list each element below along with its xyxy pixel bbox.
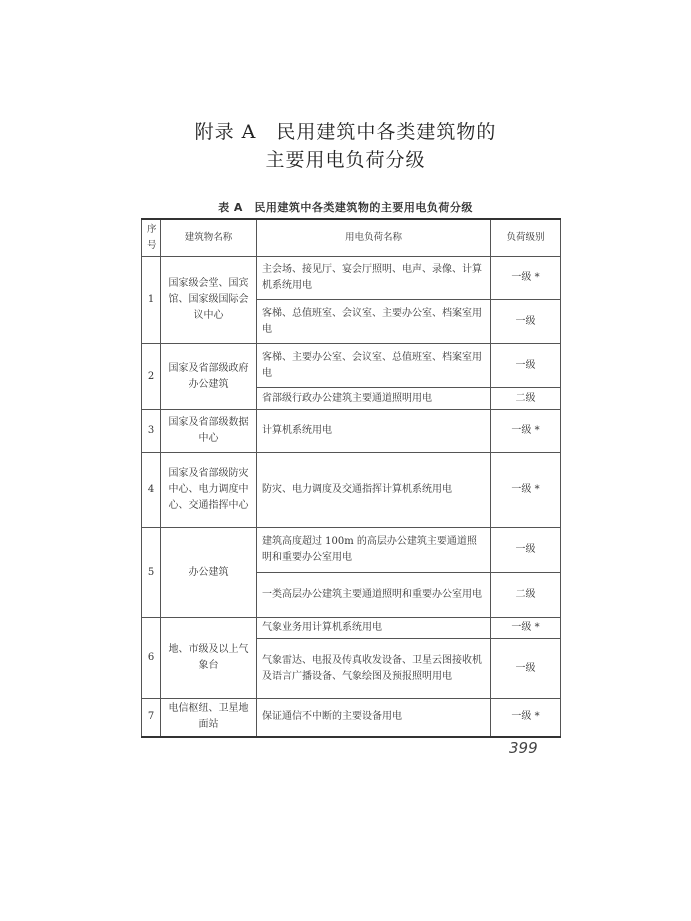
table-row bbox=[142, 528, 561, 573]
load-classification-table bbox=[141, 218, 561, 738]
row-level: 一级 bbox=[491, 344, 561, 388]
table-row bbox=[142, 344, 561, 388]
table-row bbox=[142, 618, 561, 639]
row-level: 一级 * bbox=[491, 257, 561, 300]
row-building: 国家及省部级数据中心 bbox=[161, 410, 257, 453]
table-header-row bbox=[142, 219, 561, 257]
row-building: 国家级会堂、国宾馆、国家级国际会议中心 bbox=[161, 257, 257, 344]
row-level: 一级 * bbox=[491, 410, 561, 453]
row-load: 防灾、电力调度及交通指挥计算机系统用电 bbox=[257, 453, 491, 528]
appendix-title-line2: 主要用电负荷分级 bbox=[265, 149, 426, 171]
row-load: 省部级行政办公建筑主要通道照明用电 bbox=[257, 388, 491, 410]
row-level: 一级 bbox=[491, 639, 561, 699]
header-level: 负荷级别 bbox=[491, 219, 561, 257]
row-load: 气象业务用计算机系统用电 bbox=[257, 618, 491, 639]
row-load: 客梯、主要办公室、会议室、总值班室、档案室用电 bbox=[257, 344, 491, 388]
table-row bbox=[142, 410, 561, 453]
page-number: 399 bbox=[509, 739, 538, 757]
row-load: 一类高层办公建筑主要通道照明和重要办公室用电 bbox=[257, 573, 491, 618]
row-building: 国家及省部级政府办公建筑 bbox=[161, 344, 257, 410]
table-row bbox=[142, 699, 561, 737]
row-load: 保证通信不中断的主要设备用电 bbox=[257, 699, 491, 737]
row-seq: 3 bbox=[142, 410, 161, 453]
row-level: 一级 * bbox=[491, 453, 561, 528]
row-load: 计算机系统用电 bbox=[257, 410, 491, 453]
row-seq: 5 bbox=[142, 528, 161, 618]
row-seq: 1 bbox=[142, 257, 161, 344]
row-level: 二级 bbox=[491, 388, 561, 410]
row-level: 二级 bbox=[491, 573, 561, 618]
row-level: 一级 bbox=[491, 528, 561, 573]
header-seq: 序号 bbox=[142, 219, 161, 257]
header-load: 用电负荷名称 bbox=[257, 219, 491, 257]
appendix-title-line1: 附录 A 民用建筑中各类建筑物的 bbox=[194, 121, 497, 143]
row-building: 国家及省部级防灾中心、电力调度中心、交通指挥中心 bbox=[161, 453, 257, 528]
row-level: 一级 * bbox=[491, 618, 561, 639]
row-seq: 2 bbox=[142, 344, 161, 410]
table-row bbox=[142, 257, 561, 300]
row-building: 办公建筑 bbox=[161, 528, 257, 618]
row-load: 主会场、接见厅、宴会厅照明、电声、录像、计算机系统用电 bbox=[257, 257, 491, 300]
row-building: 地、市级及以上气象台 bbox=[161, 618, 257, 699]
row-building: 电信枢纽、卫星地面站 bbox=[161, 699, 257, 737]
header-building: 建筑物名称 bbox=[161, 219, 257, 257]
table-row bbox=[142, 453, 561, 528]
row-seq: 7 bbox=[142, 699, 161, 737]
row-load: 客梯、总值班室、会议室、主要办公室、档案室用电 bbox=[257, 300, 491, 344]
row-load: 气象雷达、电报及传真收发设备、卫星云图接收机及语言广播设备、气象绘图及预报照明用电 bbox=[257, 639, 491, 699]
row-level: 一级 bbox=[491, 300, 561, 344]
table-caption: 表 A 民用建筑中各类建筑物的主要用电负荷分级 bbox=[218, 201, 473, 214]
row-load: 建筑高度超过 100m 的高层办公建筑主要通道照明和重要办公室用电 bbox=[257, 528, 491, 573]
row-level: 一级 * bbox=[491, 699, 561, 737]
row-seq: 4 bbox=[142, 453, 161, 528]
row-seq: 6 bbox=[142, 618, 161, 699]
